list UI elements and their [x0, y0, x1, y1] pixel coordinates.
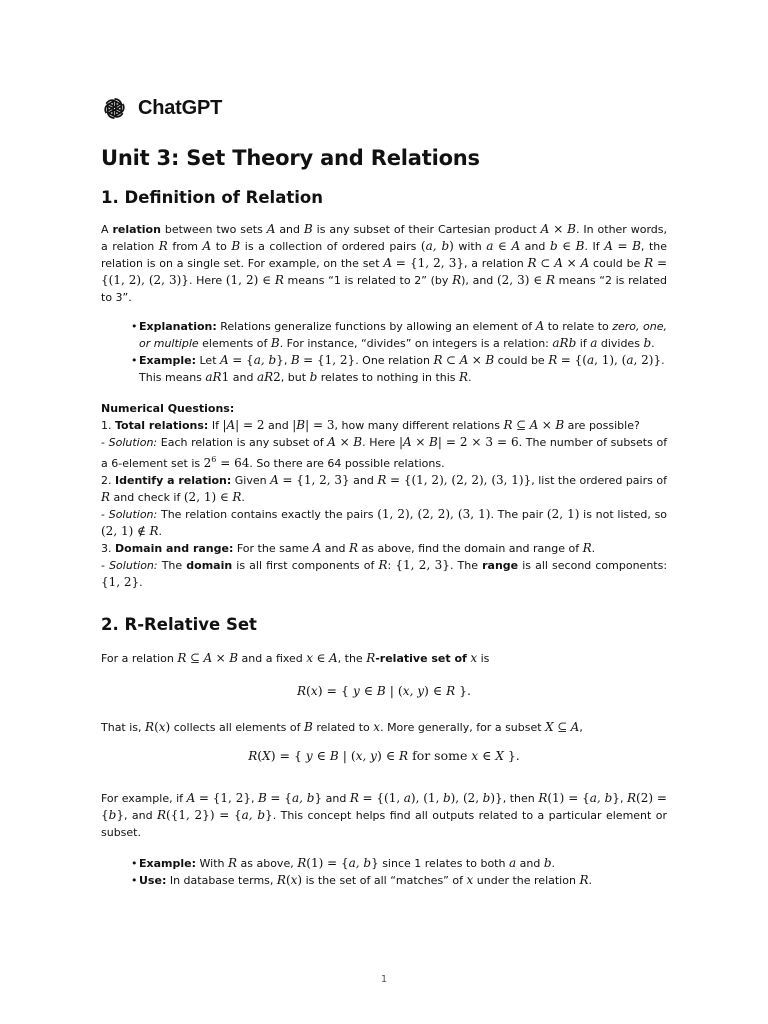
brand-header: [101, 92, 667, 124]
section-heading-definition: 1. Definition of Relation: [101, 188, 323, 207]
solution-3: - Solution: The domain is all first components of R: {1, 2, 3}. The range is all second components: {1, 2}.: [101, 558, 668, 589]
document-page: [101, 92, 667, 889]
numerical-heading: Numerical Questions:: [101, 402, 235, 415]
page-number: 1: [380, 974, 388, 985]
r-relative-example: For example, if A = {1, 2}, B = {a, b} and R = {(1, a), (1, b), (2, b)}, then R(1) = {a, b}, R(2) = {b}, and R({1, 2}) = {a, b}. This concept helps find all outputs related to a particular element or subset.: [101, 791, 668, 839]
r-relative-bullets: [101, 855, 667, 889]
question-1: 1. Total relations: If |A| = 2 and |B| = 3, how many different relations R ⊆ A × B are possible?: [101, 418, 640, 432]
definition-paragraph: A relation between two sets A and B is any subset of their Cartesian product A × B. In other words, a relation R from A to B is a collection of ordered pairs (a, b) with a ∈ A and b ∈ B. If A = B, the relation is on a single set. For example, on the set A = {1, 2, 3}, a relation R ⊂ A × A could be R = {(1, 2), (2, 3)}. Here (1, 2) ∈ R means “1 is related to 2” (by R), and (2, 3) ∈ R means “2 is related to 3”.: [101, 222, 668, 304]
r-relative-general-equation: R(X) = { y ∈ B | (x, y) ∈ R for some x ∈ X }.: [248, 748, 520, 763]
openai-logo-icon: [101, 95, 128, 122]
r-relative-explanation: That is, R(x) collects all elements of B related to x. More generally, for a subset X ⊆ A,: [101, 720, 583, 734]
brand-name: ChatGPT: [138, 96, 223, 119]
list-item: • Example: Let A = {a, b}, B = {1, 2}. One relation R ⊂ A × B could be R = {(a, 1), (a, 2)}. This means aR1 and aR2, but b relates to nothing in this R.: [131, 352, 667, 386]
section-heading-r-relative-set: 2. R-Relative Set: [101, 615, 257, 634]
definition-bullets: [101, 318, 667, 386]
solution-2: - Solution: The relation contains exactly the pairs (1, 2), (2, 2), (3, 1). The pair (2, 1) is not listed, so (2, 1) ∉ R.: [101, 507, 668, 538]
list-item: • Example: With R as above, R(1) = {a, b} since 1 relates to both a and b.: [131, 855, 667, 872]
question-3: 3. Domain and range: For the same A and R as above, find the domain and range of R.: [101, 541, 596, 555]
numerical-questions: [101, 400, 667, 591]
solution-1: - Solution: Each relation is any subset of A × B. Here |A × B| = 2 × 3 = 6. The number of subsets of a 6-element set is $2^6 = 64$. So there are 64 possible relations.: [101, 435, 668, 470]
list-item: • Use: In database terms, R(x) is the set of all “matches” of x under the relation R.: [131, 872, 667, 889]
r-relative-intro: For a relation R ⊆ A × B and a fixed x ∈ A, the R-relative set of x is: [101, 651, 490, 665]
list-item: • Explanation: Relations generalize functions by allowing an element of A to relate to zero, one, or multiple elements of B. For instance, “divides” on integers is a relation: aRb if a divides b.: [131, 318, 667, 352]
page-title: Unit 3: Set Theory and Relations: [101, 146, 480, 170]
r-relative-definition-equation: R(x) = { y ∈ B | (x, y) ∈ R }.: [296, 683, 472, 698]
question-2: 2. Identify a relation: Given A = {1, 2, 3} and R = {(1, 2), (2, 2), (3, 1)}, list the ordered pairs of R and check if (2, 1) ∈ R.: [101, 473, 667, 504]
